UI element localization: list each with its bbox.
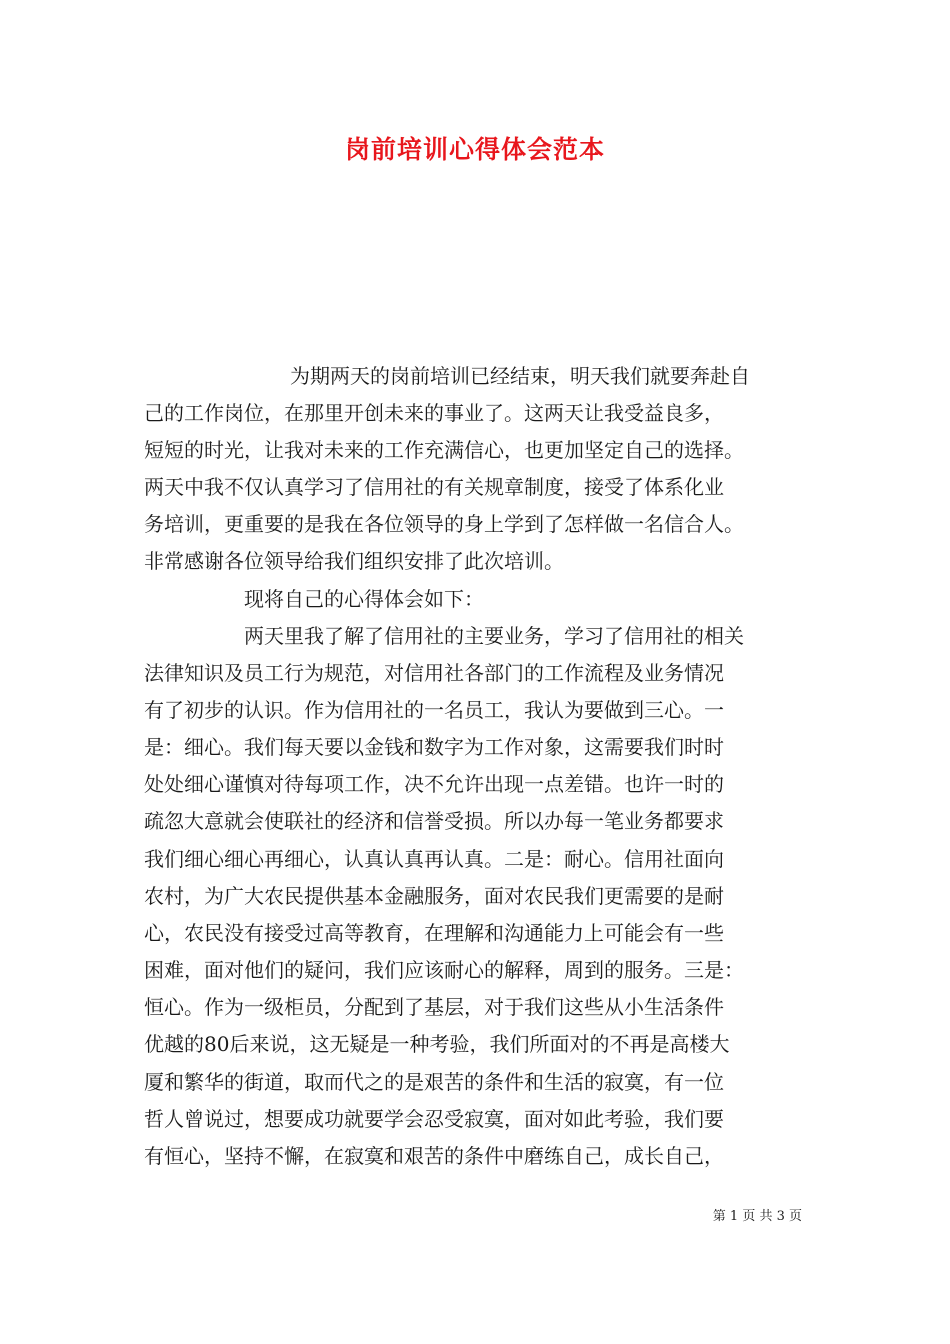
- body-line: 农村，为广大农民提供基本金融服务，面对农民我们更需要的是耐: [144, 884, 724, 908]
- body-line: 为期两天的岗前培训已经结束，明天我们就要奔赴自: [290, 364, 750, 388]
- body-line: 法律知识及员工行为规范，对信用社各部门的工作流程及业务情况: [144, 661, 724, 685]
- body-line: 有了初步的认识。作为信用社的一名员工，我认为要做到三心。一: [144, 698, 724, 722]
- body-line: 恒心。作为一级柜员，分配到了基层，对于我们这些从小生活条件: [144, 995, 724, 1019]
- body-line: 疏忽大意就会使联社的经济和信誉受损。所以办每一笔业务都要求: [144, 809, 724, 833]
- body-line: 己的工作岗位，在那里开创未来的事业了。这两天让我受益良多，: [144, 401, 724, 425]
- body-line: 心，农民没有接受过高等教育，在理解和沟通能力上可能会有一些: [144, 921, 724, 945]
- page-number: 第 1 页 共 3 页: [712, 1209, 802, 1224]
- body-line: 两天中我不仅认真学习了信用社的有关规章制度，接受了体系化业: [144, 475, 724, 499]
- body-line: 处处细心谨慎对待每项工作，决不允许出现一点差错。也许一时的: [144, 772, 724, 796]
- body-line: 优越的80后来说，这无疑是一种考验，我们所面对的不再是高楼大: [144, 1032, 730, 1056]
- document-title: 岗前培训心得体会范本: [344, 135, 605, 164]
- body-line: 有恒心，坚持不懈，在寂寞和艰苦的条件中磨练自己，成长自己，: [144, 1144, 724, 1168]
- body-line: 现将自己的心得体会如下：: [244, 587, 484, 611]
- body-line: 哲人曾说过，想要成功就要学会忍受寂寞，面对如此考验，我们要: [144, 1107, 724, 1131]
- body-line: 短短的时光，让我对未来的工作充满信心，也更加坚定自己的选择。: [144, 438, 744, 462]
- body-line: 非常感谢各位领导给我们组织安排了此次培训。: [144, 549, 564, 573]
- body-line: 是：细心。我们每天要以金钱和数字为工作对象，这需要我们时时: [144, 735, 724, 759]
- body-line: 务培训，更重要的是我在各位领导的身上学到了怎样做一名信合人。: [144, 512, 744, 536]
- body-line: 我们细心细心再细心，认真认真再认真。二是：耐心。信用社面向: [144, 847, 724, 871]
- body-line: 困难，面对他们的疑问，我们应该耐心的解释，周到的服务。三是：: [144, 958, 744, 982]
- body-line: 两天里我了解了信用社的主要业务，学习了信用社的相关: [244, 624, 744, 648]
- body-line: 厦和繁华的街道，取而代之的是艰苦的条件和生活的寂寞，有一位: [144, 1070, 724, 1094]
